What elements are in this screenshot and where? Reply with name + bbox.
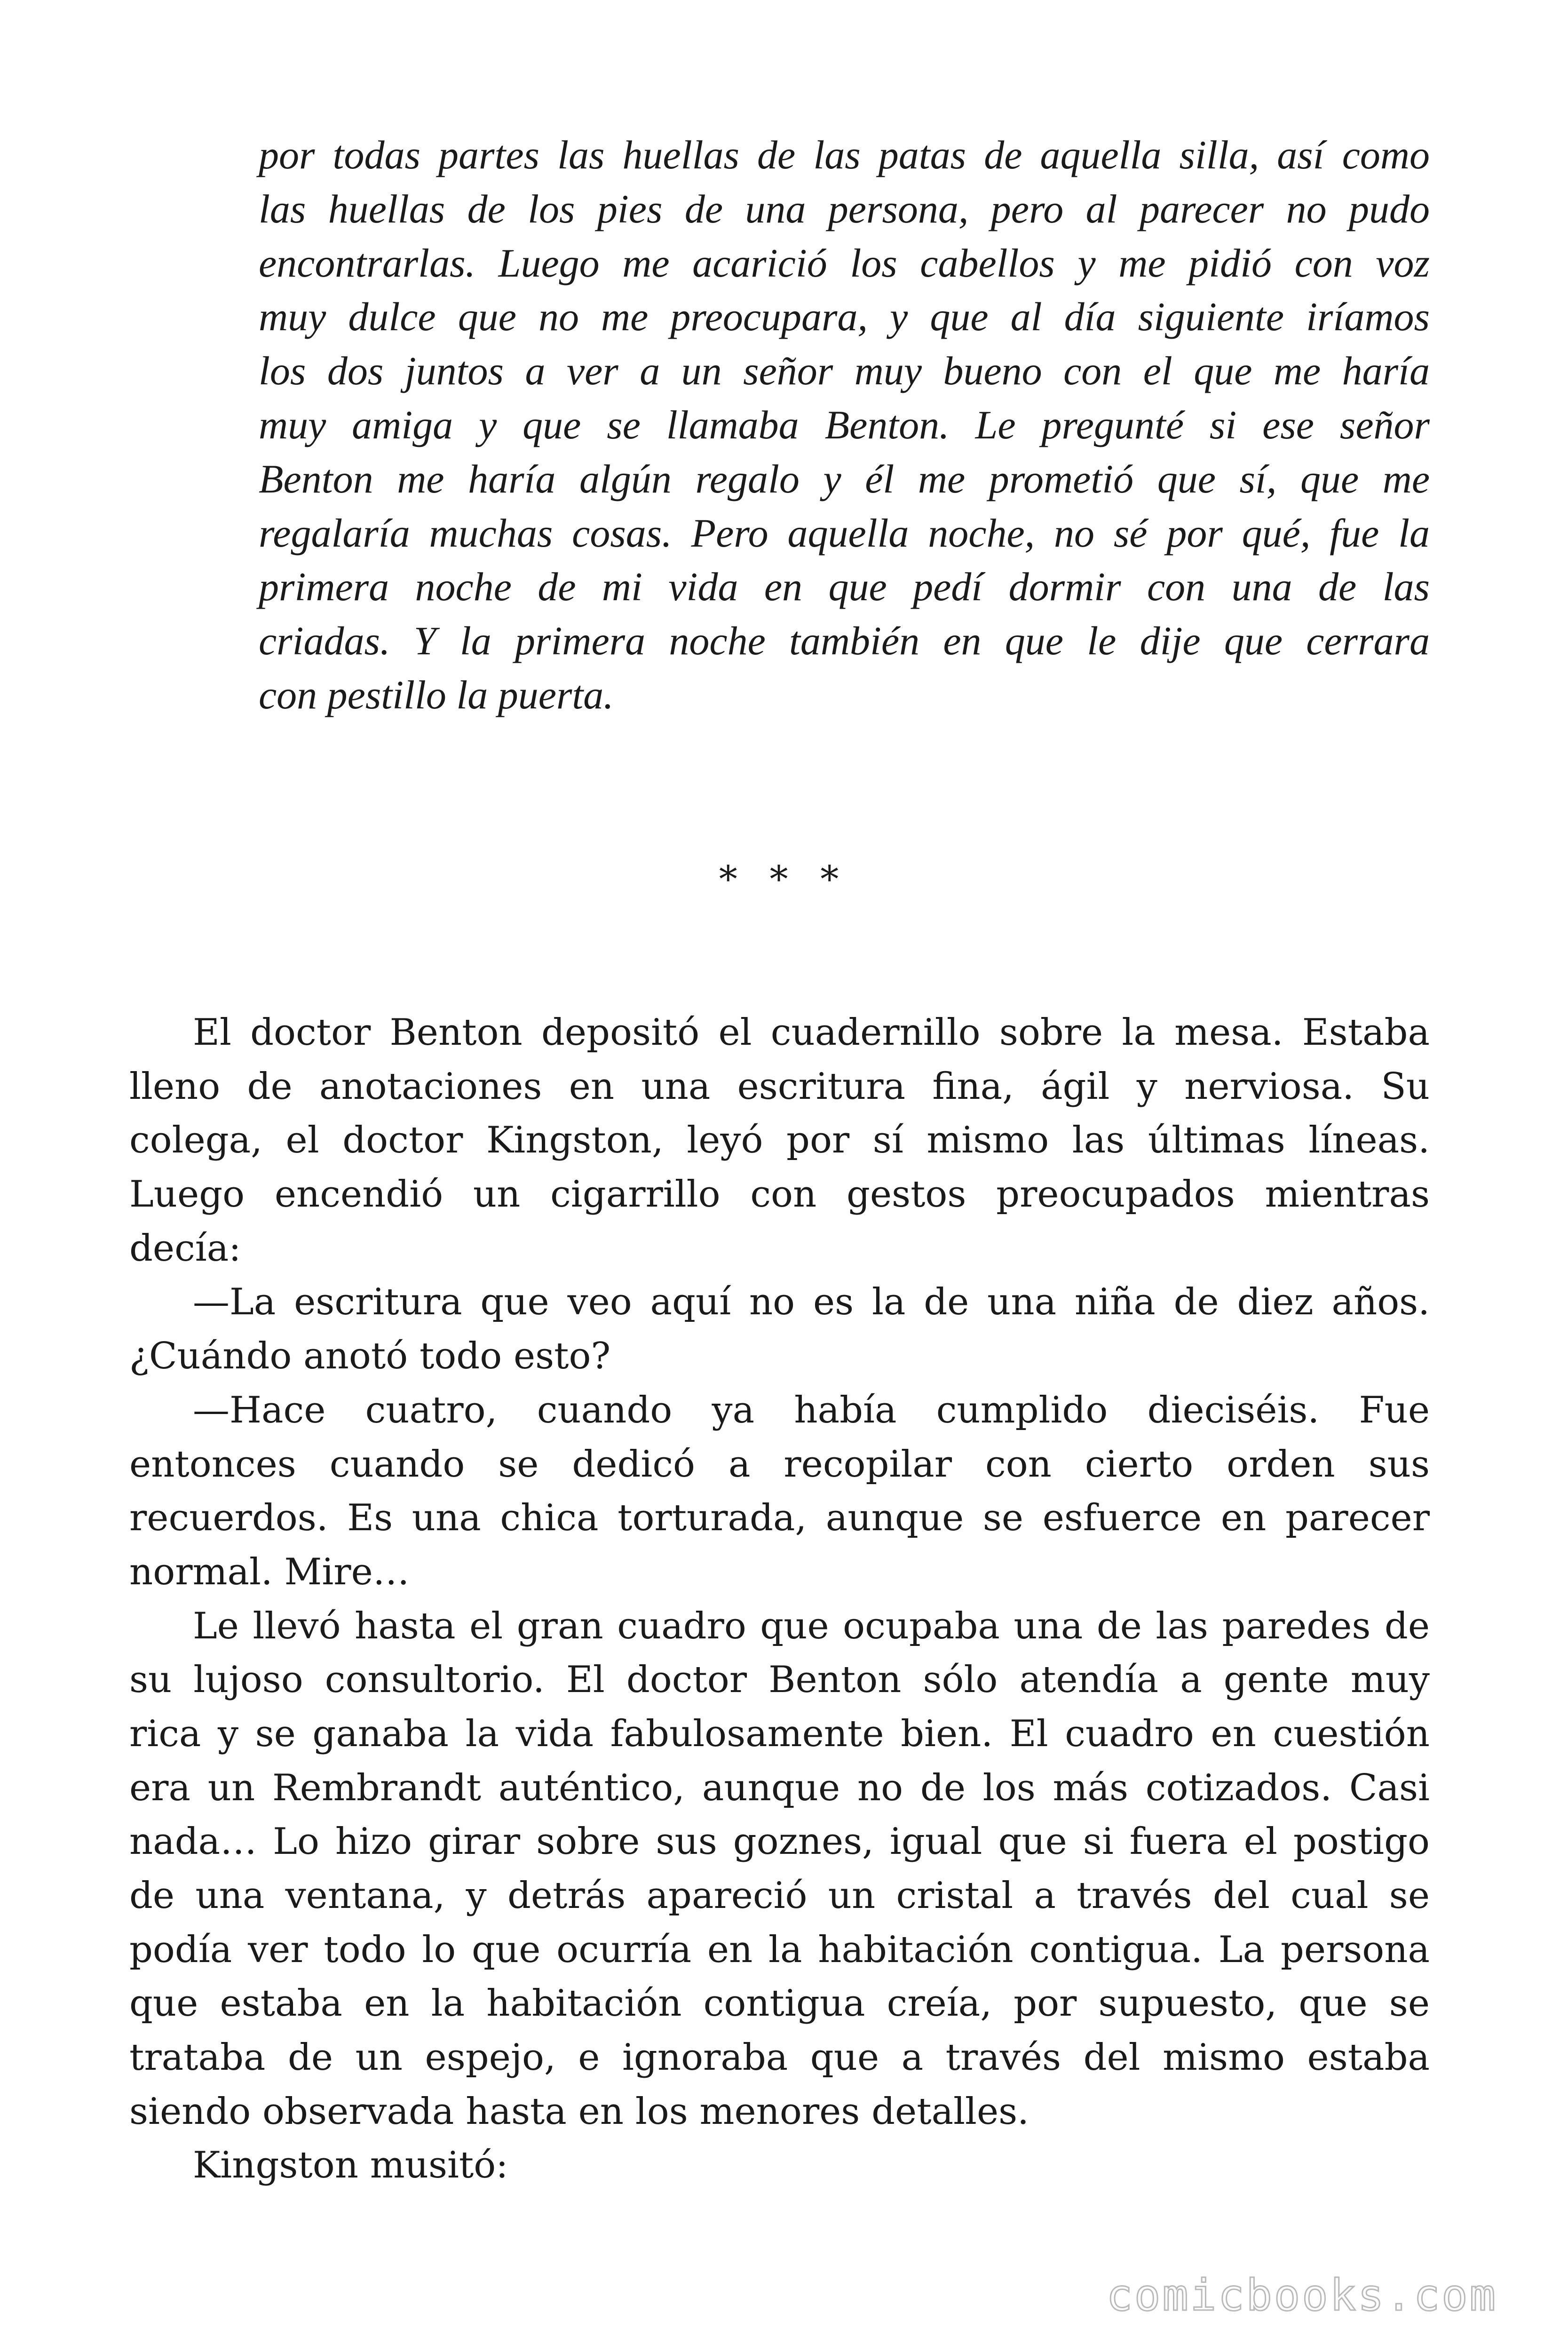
text-line: que estaba en la habitación contigua creía, por supuesto, que se <box>129 1982 1430 2025</box>
quote-line: las huellas de los pies de una persona, pero al parecer no pudo <box>259 186 1430 231</box>
text-line: podía ver todo lo que ocurría en la habitación contigua. La persona <box>129 1928 1430 1971</box>
quote-line: por todas partes las huellas de las patas de aquella silla, así como <box>259 132 1430 177</box>
text-line: nada… Lo hizo girar sobre sus goznes, igual que si fuera el postigo <box>129 1820 1430 1863</box>
text-line: era un Rembrandt auténtico, aunque no de los más cotizados. Casi <box>129 1766 1430 1809</box>
text-line: colega, el doctor Kingston, leyó por sí mismo las últimas líneas. <box>129 1119 1430 1162</box>
text-line: Kingston musitó: <box>193 2144 508 2187</box>
quote-line: regalaría muchas cosas. Pero aquella noche, no sé por qué, fue la <box>259 510 1430 556</box>
section-separator: * * * <box>719 858 849 901</box>
body-text <box>129 1006 1430 2193</box>
text-line: rica y se ganaba la vida fabulosamente bien. El cuadro en cuestión <box>129 1712 1430 1755</box>
text-line: El doctor Benton depositó el cuadernillo sobre la mesa. Estaba <box>193 1011 1430 1054</box>
quote-line: los dos juntos a ver a un señor muy bueno con el que me haría <box>259 348 1430 394</box>
quote-line: criadas. Y la primera noche también en que le dije que cerrara <box>259 618 1430 664</box>
watermark: comicbooks.com <box>1106 2270 1497 2320</box>
text-line: normal. Mire… <box>129 1550 410 1593</box>
quote-line: Benton me haría algún regalo y él me prometió que sí, que me <box>259 456 1430 501</box>
text-line: entonces cuando se dedicó a recopilar con cierto orden sus <box>129 1443 1430 1486</box>
quote-line: muy dulce que no me preocupara, y que al día siguiente iríamos <box>259 294 1430 340</box>
text-line: Le llevó hasta el gran cuadro que ocupaba una de las paredes de <box>193 1605 1430 1647</box>
text-line: siendo observada hasta en los menores detalles. <box>129 2090 1029 2133</box>
text-line: —La escritura que veo aquí no es la de una niña de diez años. <box>193 1281 1430 1324</box>
text-line: recuerdos. Es una chica torturada, aunque se esfuerce en parecer <box>129 1497 1430 1540</box>
text-line: decía: <box>129 1227 241 1270</box>
text-line: trataba de un espejo, e ignoraba que a través del mismo estaba <box>129 2036 1430 2079</box>
quote-line: encontrarlas. Luego me acarició los cabellos y me pidió con voz <box>259 240 1430 286</box>
text-line: de una ventana, y detrás apareció un cristal a través del cual se <box>129 1875 1430 1917</box>
quote-line: primera noche de mi vida en que pedí dormir con una de las <box>259 564 1430 610</box>
text-line: ¿Cuándo anotó todo esto? <box>129 1335 611 1378</box>
text-line: su lujoso consultorio. El doctor Benton sólo atendía a gente muy <box>129 1659 1430 1701</box>
text-line: —Hace cuatro, cuando ya había cumplido dieciséis. Fue <box>193 1389 1430 1431</box>
text-line: Luego encendió un cigarrillo con gestos preocupados mientras <box>129 1173 1430 1216</box>
text-line: lleno de anotaciones en una escritura fina, ágil y nerviosa. Su <box>129 1065 1430 1108</box>
quote-line: muy amiga y que se llamaba Benton. Le pregunté si ese señor <box>259 402 1430 447</box>
quote-line: con pestillo la puerta. <box>259 672 614 717</box>
italic-quote-passage <box>259 128 1430 722</box>
